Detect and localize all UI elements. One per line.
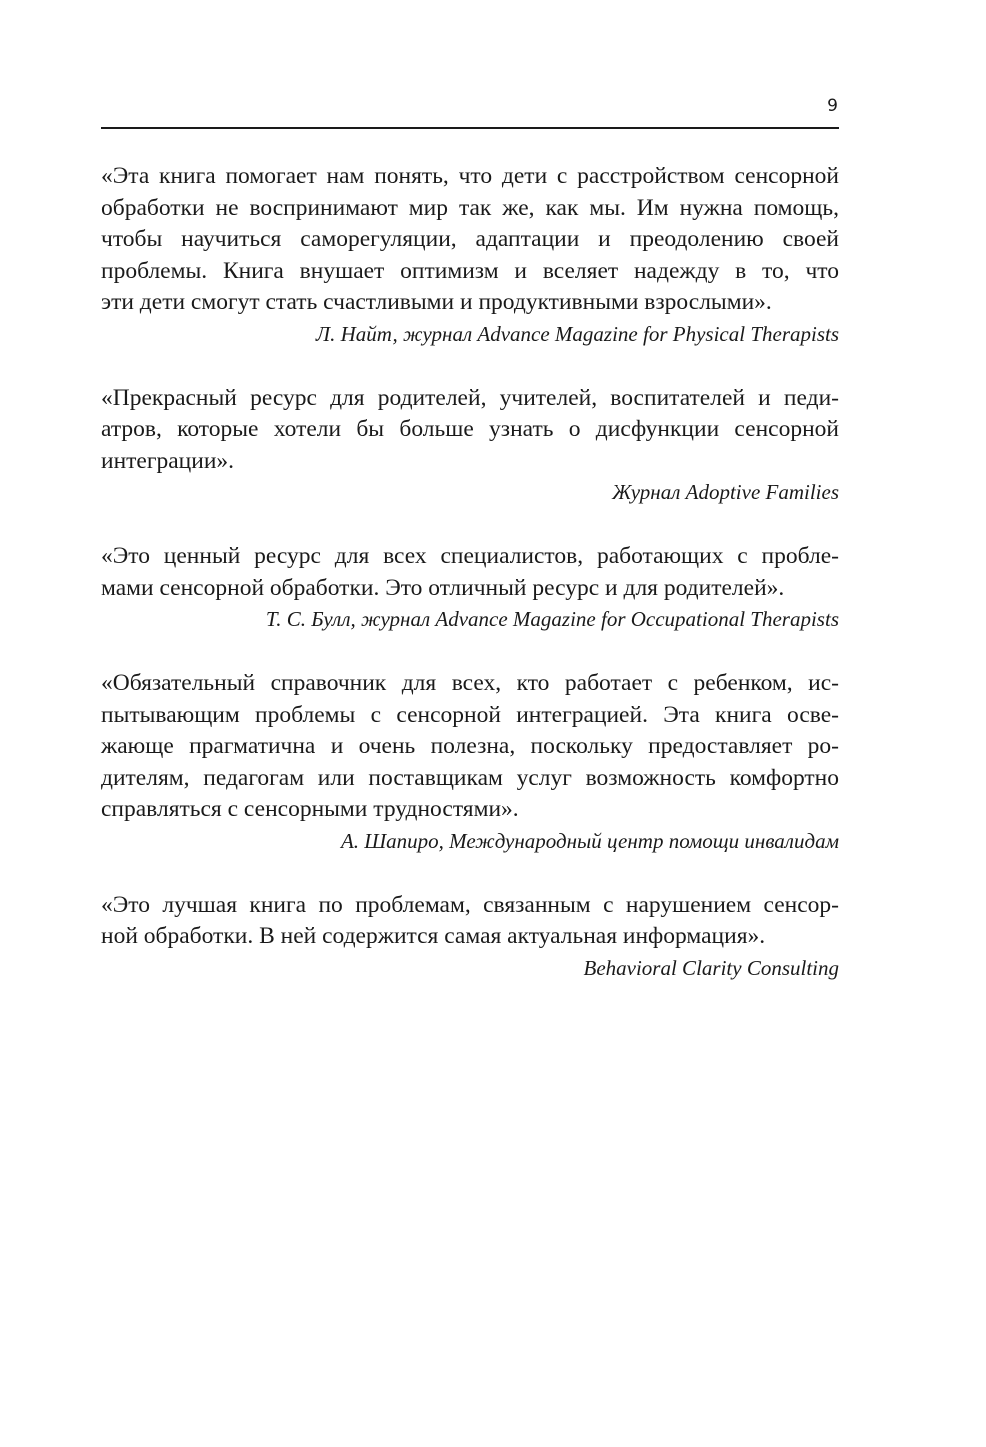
- quote-line: эти дети смогут стать счастливыми и продуктивными взрослыми».: [101, 289, 772, 315]
- review-4: [101, 668, 839, 857]
- quote-line: «Эта книга помогает нам понять, что дети с расстройством сенсорной: [101, 163, 839, 189]
- page-number: 9: [827, 96, 838, 116]
- quote-line: пытывающим проблемы с сенсорной интеграцией. Эта книга осве-: [101, 701, 839, 728]
- quote-line: интеграции».: [101, 447, 235, 474]
- review-quote: [101, 668, 839, 826]
- quote-line: «Обязательный справочник для всех, кто работает с ребенком, ис-: [101, 670, 839, 696]
- quote-line: мами сенсорной обработки. Это отличный ресурс и для родителей».: [101, 574, 785, 601]
- quote-line: ной обработки. В ней содержится самая актуальная информация».: [101, 923, 766, 949]
- review-source: А. Шапиро, Международный центр помощи инвалидам: [340, 828, 839, 853]
- review-quote: [101, 541, 839, 604]
- reviews-section: [101, 161, 839, 1017]
- review-source: Журнал Adoptive Families: [612, 480, 839, 504]
- review-source: Behavioral Clarity Consulting: [583, 955, 839, 980]
- review-5: [101, 890, 839, 984]
- review-source: Т. С. Булл, журнал Advance Magazine for Occupational Therapists: [265, 607, 839, 631]
- review-3: [101, 541, 839, 635]
- quote-line: чтобы научиться саморегуляции, адаптации и преодолению своей: [101, 226, 839, 252]
- review-1: [101, 161, 839, 350]
- header-rule: [101, 127, 839, 129]
- quote-line: дителям, педагогам или поставщикам услуг возможность комфортно: [101, 764, 839, 791]
- quote-line: обработки не воспринимают мир так же, как мы. Им нужна помощь,: [101, 194, 839, 221]
- review-quote: [101, 383, 839, 478]
- review-quote: [101, 890, 839, 953]
- quote-line: проблемы. Книга внушает оптимизм и вселяет надежду в то, что: [101, 257, 839, 284]
- quote-line: справляться с сенсорными трудностями».: [101, 796, 519, 822]
- quote-line: атров, которые хотели бы больше узнать о дисфункции сенсорной: [101, 416, 839, 442]
- review-source: Л. Найт, журнал Advance Magazine for Physical Therapists: [315, 321, 839, 346]
- quote-line: «Прекрасный ресурс для родителей, учителей, воспитателей и педи-: [101, 384, 839, 411]
- quote-line: жающе прагматична и очень полезна, поскольку предоставляет ро-: [101, 733, 839, 759]
- quote-line: «Это лучшая книга по проблемам, связанным с нарушением сенсор-: [101, 891, 839, 918]
- review-2: [101, 383, 839, 509]
- review-quote: [101, 161, 839, 319]
- quote-line: «Это ценный ресурс для всех специалистов, работающих с пробле-: [101, 543, 839, 569]
